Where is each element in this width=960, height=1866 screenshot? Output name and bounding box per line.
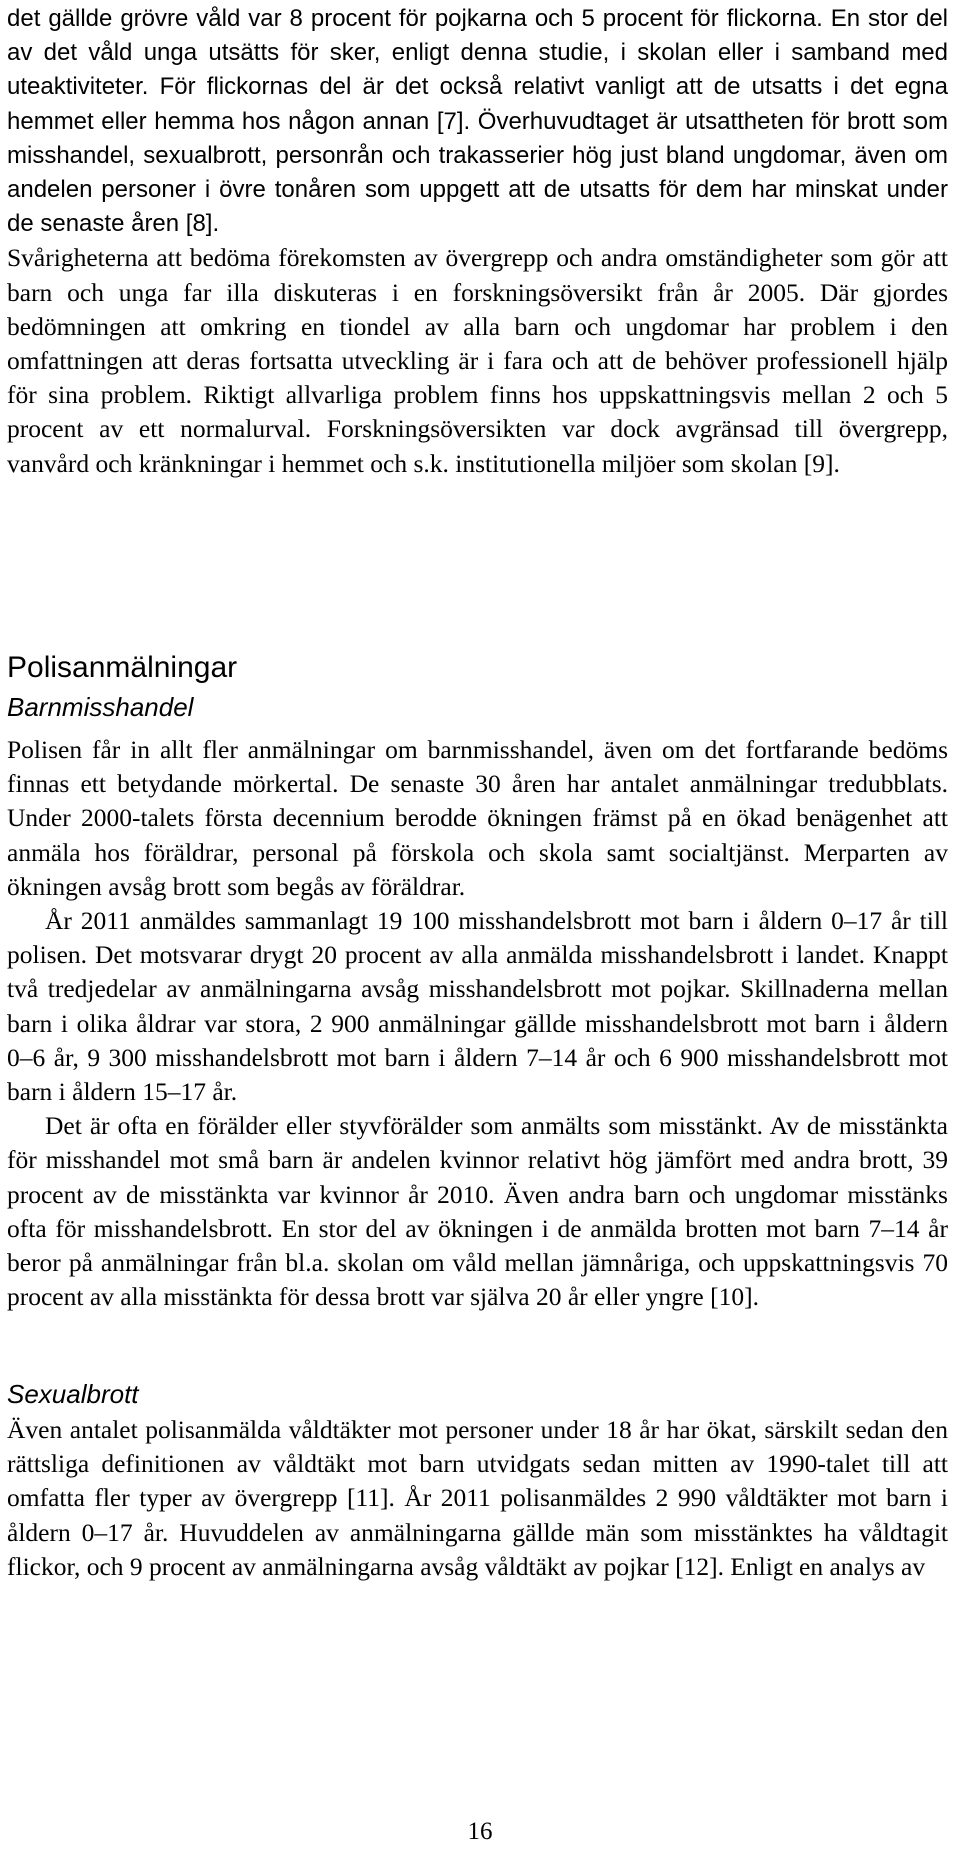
intro-section <box>7 2 948 481</box>
page-number: 16 <box>467 1818 493 1845</box>
sexualbrott-paragraph: Även antalet polisanmälda våldtäkter mot personer under 18 år har ökat, särskilt sedan den rättsliga definitionen av våldtäkt mot barn utvidgats sedan mitten av 1990-talet till att omfatta fler typer av övergrepp [11]. År 2011 polisanmäldes 2 990 våldtäkter mot barn i åldern 0–17 år. Huvuddelen av anmälningarna gällde män som misstänktes ha våldtagit flickor, och 9 procent av anmälningarna avsåg våldtäkt av pojkar [12]. Enligt en analys av <box>7 1415 948 1581</box>
intro-paragraph-1: det gällde grövre våld var 8 procent för pojkarna och 5 procent för flickorna. En stor del av det våld unga utsätts för sker, enligt denna studie, i skolan eller i samband med uteaktiviteter. För flickornas del är det också relativt vanligt att de utsatts i det egna hemmet eller hemma hos någon annan [7]. Överhuvudtaget är utsattheten för brott som misshandel, sexualbrott, personrån och trakasserier hög just bland ungdomar, även om andelen personer i övre tonåren som uppgett att de utsatts för dem har minskat under de senaste åren [8]. <box>7 5 948 238</box>
intro-paragraph-2: Svårigheterna att bedöma förekomsten av övergrepp och andra omständigheter som gör att barn och unga far illa diskuteras i en forskningsöversikt från år 2005. Där gjordes bedömningen att omkring en tiondel av alla barn och ungdomar har problem i den omfattningen att deras fortsatta utveckling är i fara och att de behöver professionell hjälp för sina problem. Riktigt allvarliga problem finns hos uppskattningsvis mellan 2 och 5 procent av ett normalurval. Forskningsöversikten var dock avgränsad till övergrepp, vanvård och kränkningar i hemmet och s.k. institutionella miljöer som skolan [9]. <box>7 243 948 478</box>
barnmisshandel-paragraph-2: År 2011 anmäldes sammanlagt 19 100 misshandelsbrott mot barn i åldern 0–17 år till polisen. Det motsvarar drygt 20 procent av alla anmälda misshandelsbrott i landet. Knappt två tredjedelar av anmälningarna avsåg misshandelsbrott mot pojkar. Skillnaderna mellan barn i olika åldrar var stora, 2 900 anmälningar gällde misshandelsbrott mot barn i åldern 0–6 år, 9 300 misshandelsbrott mot barn i åldern 7–14 år och 6 900 misshandelsbrott mot barn i åldern 15–17 år. <box>7 906 948 1107</box>
subheading-sexualbrott: Sexualbrott <box>7 1379 139 1409</box>
subheading-barnmisshandel: Barnmisshandel <box>7 692 194 722</box>
barnmisshandel-section <box>7 733 948 1314</box>
barnmisshandel-paragraph-3: Det är ofta en förälder eller styvförälder som anmälts som misstänkt. Av de misstänkta för misshandel mot små barn är andelen kvinnor relativt hög jämfört med andra brott, 39 procent av de misstänkta var kvinnor år 2010. Även andra barn och ungdomar misstänks ofta för misshandelsbrott. En stor del av ökningen i de anmälda brotten mot barn 7–14 år beror på anmälningar från bl.a. skolan om våld mellan jämnåriga, och uppskattningsvis 70 procent av alla misstänkta för dessa brott var själva 20 år eller yngre [10]. <box>7 1111 948 1312</box>
section-heading: Polisanmälningar <box>7 651 238 684</box>
sexualbrott-section <box>7 1413 948 1584</box>
barnmisshandel-paragraph-1: Polisen får in allt fler anmälningar om barnmisshandel, även om det fortfarande bedöms finnas ett betydande mörkertal. De senaste 30 åren har antalet anmälningar tredubblats. Under 2000-talets första decennium berodde ökningen främst på en ökad benägenhet att anmäla hos föräldrar, personal på förskola och skola samt socialtjänst. Merparten av ökningen avsåg brott som begås av föräldrar. <box>7 735 948 901</box>
